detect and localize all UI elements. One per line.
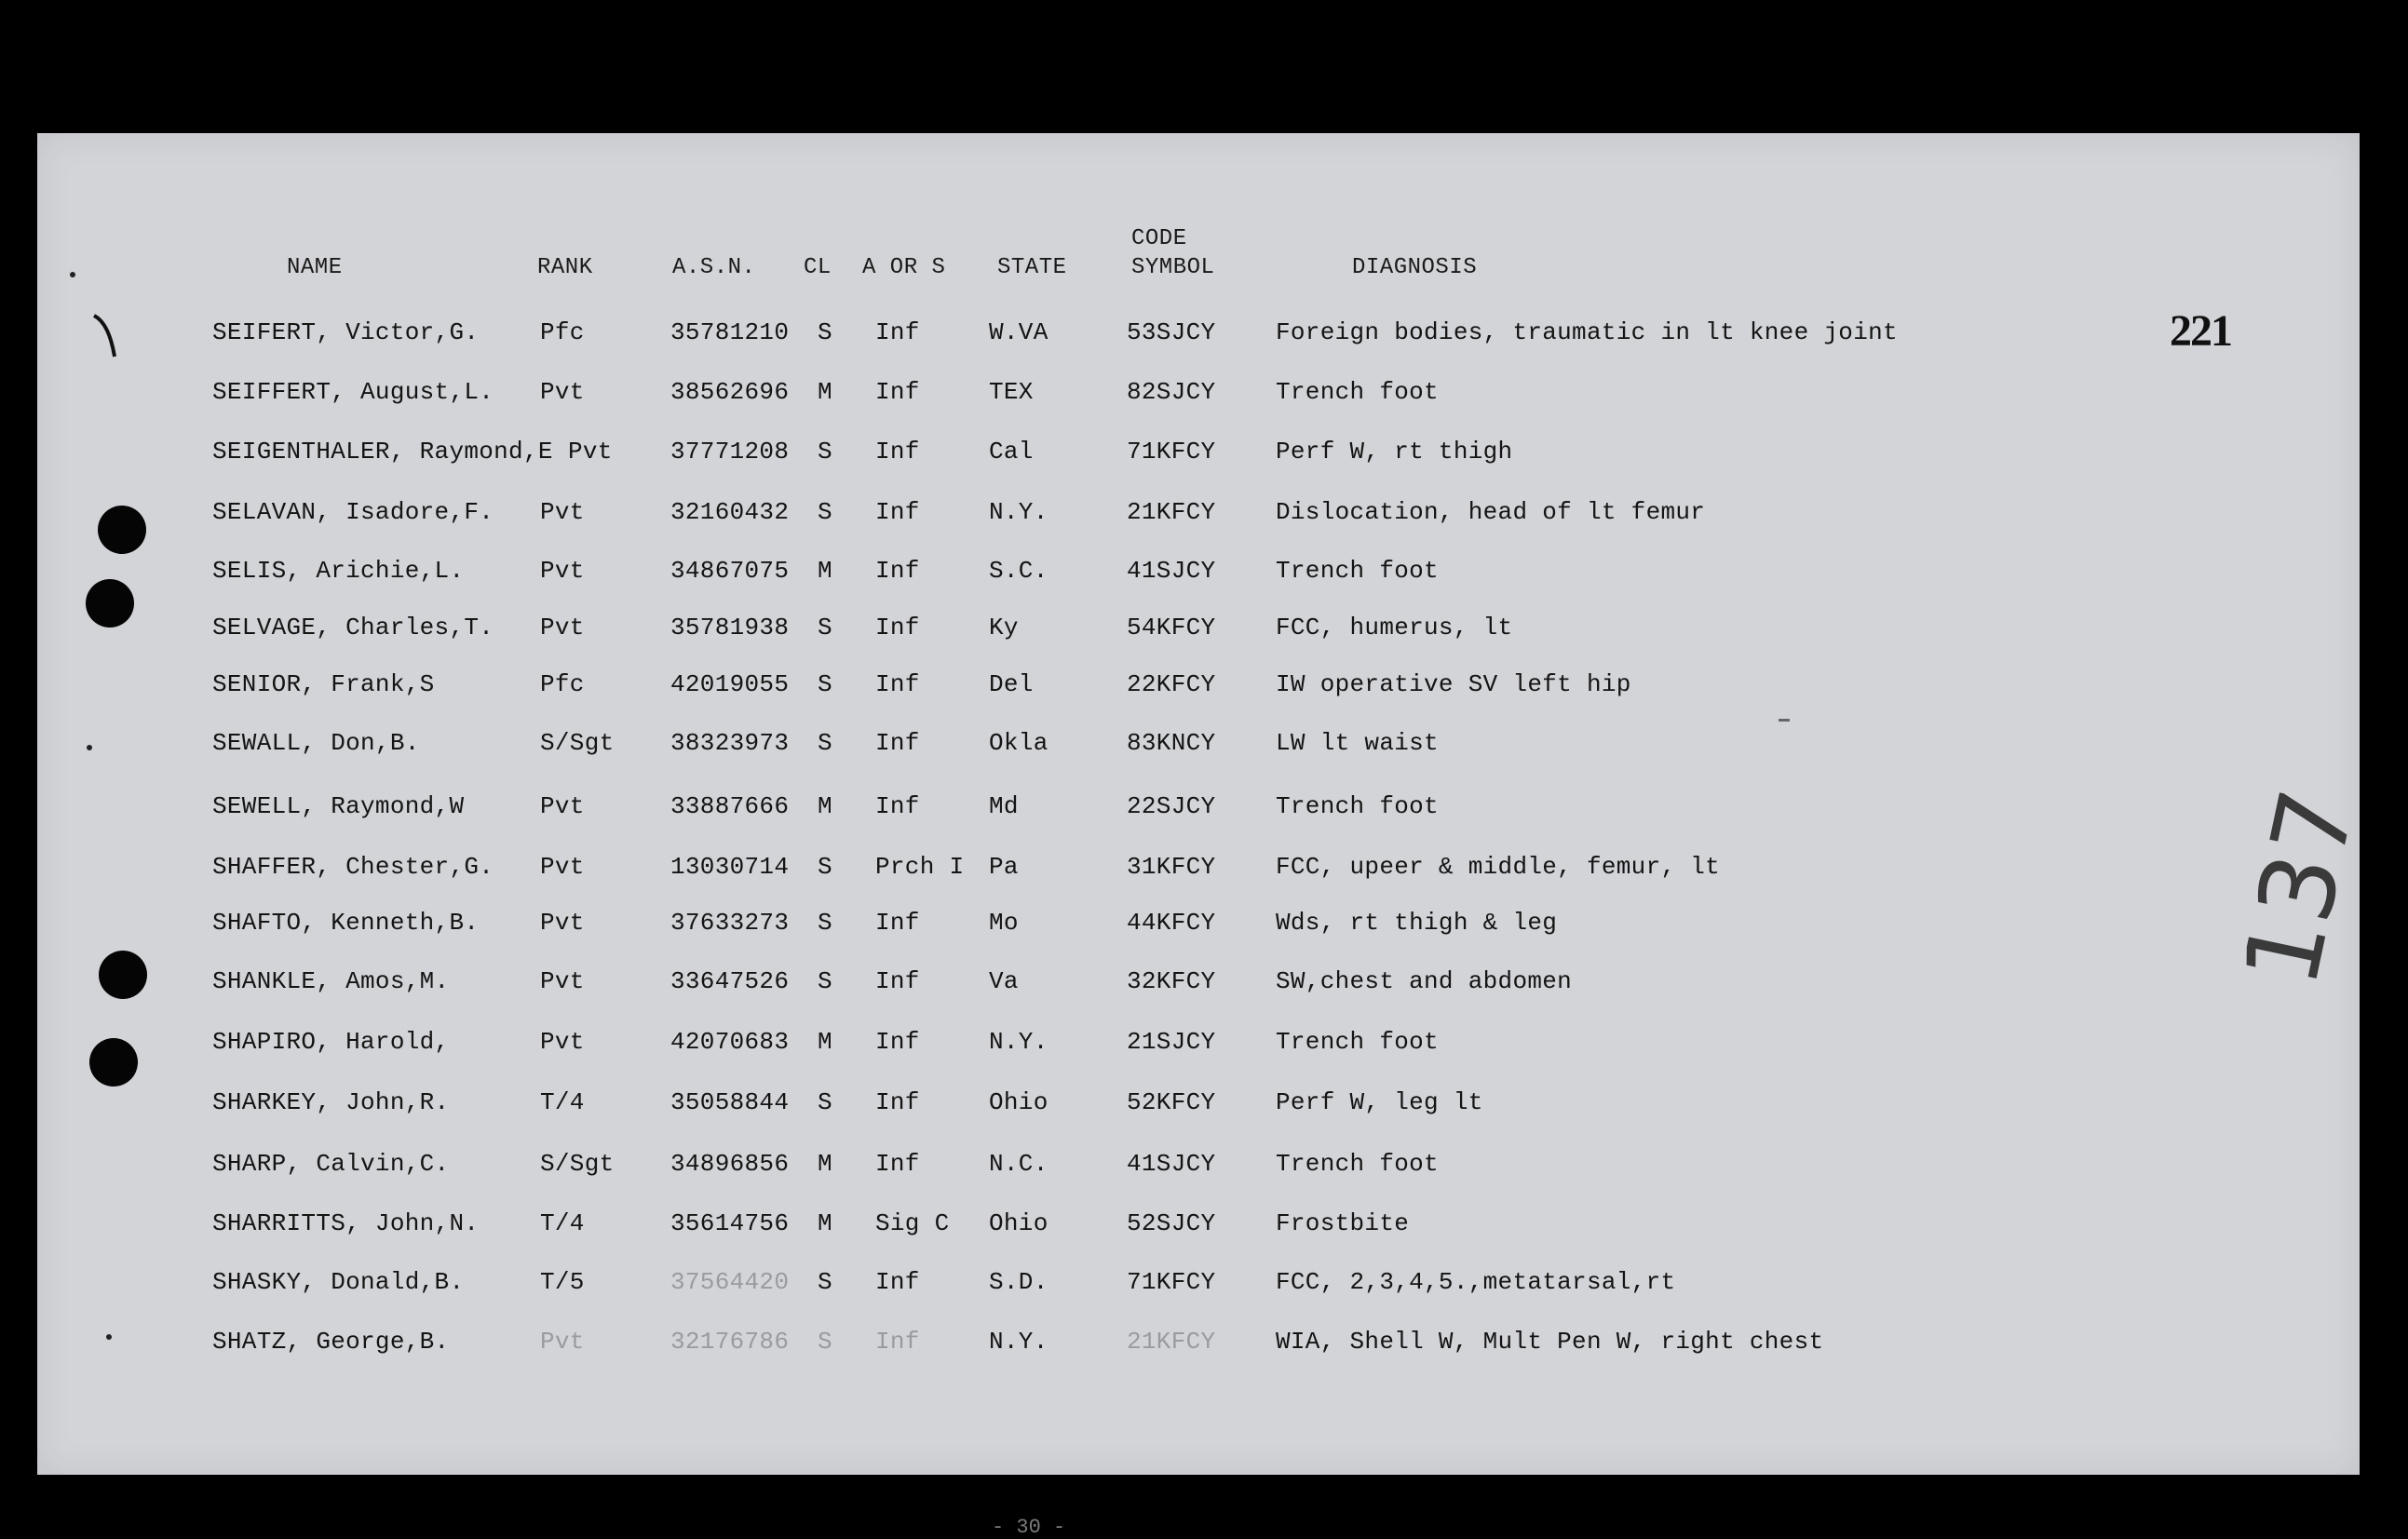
cell-state: N.Y. — [989, 498, 1048, 526]
table-row — [37, 670, 1900, 708]
cell-rank: Pvt — [540, 378, 585, 406]
cell-state: Mo — [989, 909, 1019, 937]
cell-name: SELAVAN, Isadore,F. — [212, 498, 494, 526]
cell-asn: 13030714 — [670, 853, 790, 881]
cell-cl: M — [818, 1028, 832, 1056]
header-diagnosis: DIAGNOSIS — [1352, 255, 1478, 280]
cell-a-or-s: Inf — [875, 967, 920, 995]
cell-name: SHARRITTS, John,N. — [212, 1209, 480, 1237]
table-row — [37, 909, 1900, 946]
cell-code: 22KFCY — [1127, 670, 1216, 698]
cell-cl: S — [818, 318, 832, 346]
cell-cl: S — [818, 438, 832, 466]
cell-cl: S — [818, 967, 832, 995]
cell-rank: Pvt — [540, 614, 585, 641]
cell-asn: 37633273 — [670, 909, 790, 937]
cell-rank: T/5 — [540, 1268, 585, 1296]
table-row — [37, 1028, 1900, 1065]
cell-a-or-s: Inf — [875, 1328, 920, 1356]
cell-rank: T/4 — [540, 1209, 585, 1237]
cell-cl: S — [818, 729, 832, 757]
cell-diagnosis: Trench foot — [1276, 792, 1439, 820]
cell-code: 71KFCY — [1127, 438, 1216, 466]
table-row — [37, 1209, 1900, 1247]
header-asn: A.S.N. — [672, 255, 756, 280]
cell-asn: 38323973 — [670, 729, 790, 757]
cell-diagnosis: IW operative SV left hip — [1276, 670, 1631, 698]
cell-asn: 42019055 — [670, 670, 790, 698]
cell-a-or-s: Inf — [875, 670, 920, 698]
cell-a-or-s: Inf — [875, 498, 920, 526]
cell-diagnosis: LW lt waist — [1276, 729, 1439, 757]
table-row — [37, 498, 1900, 535]
cell-a-or-s: Inf — [875, 1268, 920, 1296]
header-code: CODE — [1131, 226, 1187, 251]
table-row — [37, 614, 1900, 651]
cell-cl: S — [818, 1268, 832, 1296]
cell-a-or-s: Inf — [875, 1028, 920, 1056]
cell-cl: M — [818, 792, 832, 820]
table-row — [37, 853, 1900, 890]
cell-cl: S — [818, 670, 832, 698]
cell-a-or-s: Sig C — [875, 1209, 950, 1237]
cell-asn: 35781210 — [670, 318, 790, 346]
header-a-or-s: A OR S — [862, 255, 946, 280]
cell-name: SEIGENTHALER, Raymond,E — [212, 438, 553, 466]
cell-a-or-s: Inf — [875, 909, 920, 937]
cell-code: 71KFCY — [1127, 1268, 1216, 1296]
cell-diagnosis: Trench foot — [1276, 1150, 1439, 1178]
pencil-dash-mark — [1779, 719, 1790, 722]
cell-code: 53SJCY — [1127, 318, 1216, 346]
table-row — [37, 1150, 1900, 1187]
cell-code: 21SJCY — [1127, 1028, 1216, 1056]
cell-state: Ohio — [989, 1088, 1048, 1116]
cell-state: Okla — [989, 729, 1048, 757]
cell-name: SELVAGE, Charles,T. — [212, 614, 494, 641]
cell-rank: Pfc — [540, 670, 585, 698]
cell-a-or-s: Inf — [875, 318, 920, 346]
cell-rank: Pfc — [540, 318, 585, 346]
table-row — [37, 1268, 1900, 1305]
record-sheet — [37, 133, 2378, 1539]
cell-diagnosis: Trench foot — [1276, 1028, 1439, 1056]
cell-code: 32KFCY — [1127, 967, 1216, 995]
header-symbol: SYMBOL — [1131, 255, 1215, 280]
cell-a-or-s: Inf — [875, 378, 920, 406]
cell-asn: 33887666 — [670, 792, 790, 820]
cell-diagnosis: FCC, humerus, lt — [1276, 614, 1513, 641]
cell-rank: Pvt — [540, 1328, 585, 1356]
cell-cl: S — [818, 614, 832, 641]
cell-state: TEX — [989, 378, 1034, 406]
cell-rank: T/4 — [540, 1088, 585, 1116]
cell-name: SEWELL, Raymond,W — [212, 792, 465, 820]
table-row — [37, 557, 1900, 594]
cell-diagnosis: Dislocation, head of lt femur — [1276, 498, 1706, 526]
cell-cl: M — [818, 1150, 832, 1178]
cell-rank: Pvt — [540, 853, 585, 881]
cell-asn: 42070683 — [670, 1028, 790, 1056]
cell-rank: S/Sgt — [540, 729, 615, 757]
speck-mark — [70, 272, 75, 277]
cell-rank: S/Sgt — [540, 1150, 615, 1178]
cell-cl: S — [818, 498, 832, 526]
cell-state: Md — [989, 792, 1019, 820]
cell-asn: 33647526 — [670, 967, 790, 995]
cell-name: SHATZ, George,B. — [212, 1328, 450, 1356]
cell-name: SENIOR, Frank,S — [212, 670, 435, 698]
cell-name: SHAPIRO, Harold, — [212, 1028, 450, 1056]
cell-asn: 35614756 — [670, 1209, 790, 1237]
cell-asn: 35781938 — [670, 614, 790, 641]
cell-cl: S — [818, 1088, 832, 1116]
cell-rank: Pvt — [540, 1028, 585, 1056]
cell-state: W.VA — [989, 318, 1048, 346]
cell-name: SHARP, Calvin,C. — [212, 1150, 450, 1178]
cell-name: SHARKEY, John,R. — [212, 1088, 450, 1116]
cell-diagnosis: Wds, rt thigh & leg — [1276, 909, 1558, 937]
cell-state: Ohio — [989, 1209, 1048, 1237]
cell-rank: Pvt — [568, 438, 613, 466]
cell-a-or-s: Prch I — [875, 853, 965, 881]
table-row — [37, 1088, 1900, 1126]
cell-name: SHANKLE, Amos,M. — [212, 967, 450, 995]
cell-state: Ky — [989, 614, 1019, 641]
cell-cl: M — [818, 378, 832, 406]
cell-name: SELIS, Arichie,L. — [212, 557, 465, 585]
cell-state: Del — [989, 670, 1034, 698]
cell-state: S.C. — [989, 557, 1048, 585]
table-row — [37, 792, 1900, 830]
cell-cl: S — [818, 1328, 832, 1356]
cell-a-or-s: Inf — [875, 557, 920, 585]
header-state: STATE — [997, 255, 1067, 280]
cell-diagnosis: FCC, 2,3,4,5.,metatarsal,rt — [1276, 1268, 1676, 1296]
cell-code: 44KFCY — [1127, 909, 1216, 937]
cell-asn: 35058844 — [670, 1088, 790, 1116]
table-row — [37, 1328, 1900, 1365]
cell-rank: Pvt — [540, 909, 585, 937]
cell-code: 52KFCY — [1127, 1088, 1216, 1116]
cell-rank: Pvt — [540, 557, 585, 585]
cell-diagnosis: SW,chest and abdomen — [1276, 967, 1573, 995]
cell-name: SEIFFERT, August,L. — [212, 378, 494, 406]
table-row — [37, 438, 1900, 475]
cell-a-or-s: Inf — [875, 614, 920, 641]
cell-diagnosis: FCC, upeer & middle, femur, lt — [1276, 853, 1721, 881]
cell-diagnosis: WIA, Shell W, Mult Pen W, right chest — [1276, 1328, 1824, 1356]
cell-code: 41SJCY — [1127, 1150, 1216, 1178]
cell-a-or-s: Inf — [875, 792, 920, 820]
cell-state: Pa — [989, 853, 1019, 881]
cell-code: 83KNCY — [1127, 729, 1216, 757]
cell-state: Va — [989, 967, 1019, 995]
cell-asn: 34867075 — [670, 557, 790, 585]
cell-asn: 38562696 — [670, 378, 790, 406]
cell-name: SEIFERT, Victor,G. — [212, 318, 480, 346]
cell-a-or-s: Inf — [875, 1088, 920, 1116]
cell-diagnosis: Perf W, leg lt — [1276, 1088, 1483, 1116]
cell-diagnosis: Frostbite — [1276, 1209, 1410, 1237]
cell-asn: 37771208 — [670, 438, 790, 466]
header-rank: RANK — [537, 255, 593, 280]
cell-code: 41SJCY — [1127, 557, 1216, 585]
cell-rank: Pvt — [540, 792, 585, 820]
cell-code: 22SJCY — [1127, 792, 1216, 820]
cell-code: 52SJCY — [1127, 1209, 1216, 1237]
cell-a-or-s: Inf — [875, 438, 920, 466]
cell-state: N.Y. — [989, 1328, 1048, 1356]
cell-cl: M — [818, 1209, 832, 1237]
cell-name: SHASKY, Donald,B. — [212, 1268, 465, 1296]
cell-rank: Pvt — [540, 498, 585, 526]
cell-diagnosis: Trench foot — [1276, 378, 1439, 406]
page-number: 221 — [2170, 306, 2231, 356]
table-row — [37, 318, 1900, 356]
cell-diagnosis: Trench foot — [1276, 557, 1439, 585]
cell-code: 21KFCY — [1127, 498, 1216, 526]
cell-cl: S — [818, 853, 832, 881]
cell-a-or-s: Inf — [875, 729, 920, 757]
table-row — [37, 967, 1900, 1005]
table-row — [37, 729, 1900, 766]
cell-name: SHAFFER, Chester,G. — [212, 853, 494, 881]
cell-state: N.C. — [989, 1150, 1048, 1178]
cell-asn: 34896856 — [670, 1150, 790, 1178]
cell-a-or-s: Inf — [875, 1150, 920, 1178]
cell-cl: M — [818, 557, 832, 585]
cell-state: N.Y. — [989, 1028, 1048, 1056]
cell-asn: 32176786 — [670, 1328, 790, 1356]
cell-asn: 37564420 — [670, 1268, 790, 1296]
cell-cl: S — [818, 909, 832, 937]
table-row — [37, 378, 1900, 415]
cell-name: SEWALL, Don,B. — [212, 729, 420, 757]
header-name: NAME — [287, 255, 343, 280]
cell-rank: Pvt — [540, 967, 585, 995]
cell-code: 21KFCY — [1127, 1328, 1216, 1356]
handwritten-note: 137 — [2221, 779, 2378, 996]
cell-state: Cal — [989, 438, 1034, 466]
cell-state: S.D. — [989, 1268, 1048, 1296]
cell-code: 82SJCY — [1127, 378, 1216, 406]
cell-name: SHAFTO, Kenneth,B. — [212, 909, 480, 937]
cell-code: 54KFCY — [1127, 614, 1216, 641]
cell-diagnosis: Perf W, rt thigh — [1276, 438, 1513, 466]
footer-mark: - 30 - — [992, 1516, 1066, 1539]
header-cl: CL — [804, 255, 832, 280]
cell-diagnosis: Foreign bodies, traumatic in lt knee joint — [1276, 318, 1898, 346]
cell-code: 31KFCY — [1127, 853, 1216, 881]
cell-asn: 32160432 — [670, 498, 790, 526]
